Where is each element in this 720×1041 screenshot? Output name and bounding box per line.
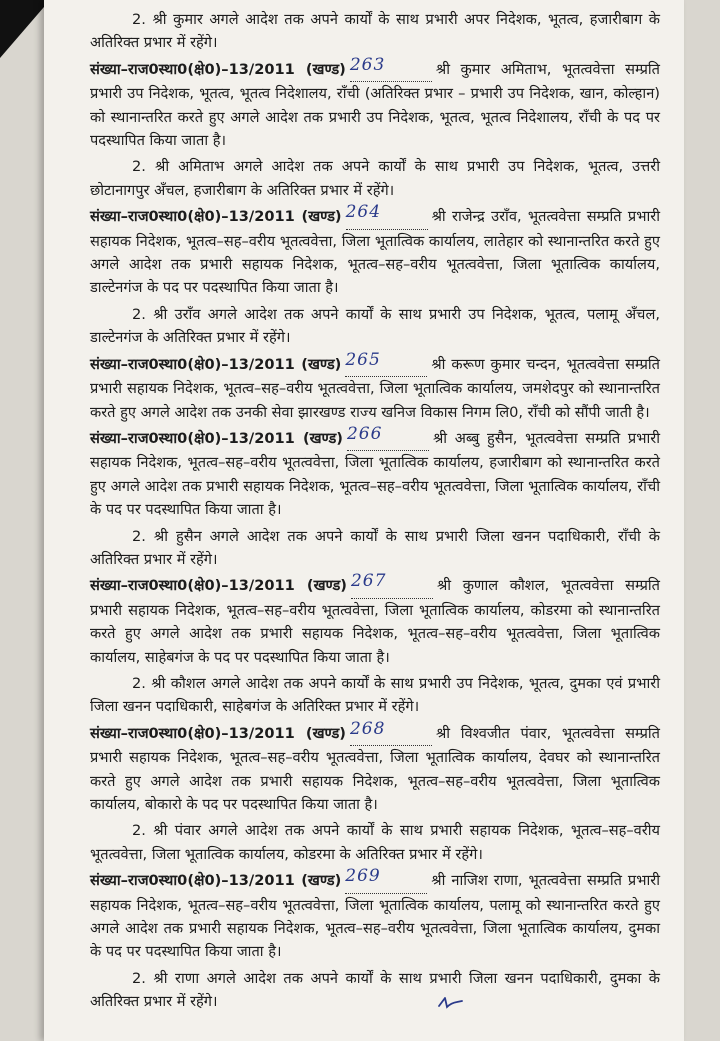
sub-paragraph: 2. श्री हुसैन अगले आदेश तक अपने कार्यों के साथ प्रभारी जिला खनन पदाधिकारी, राँची के अतिरिक्त प्रभार में रहेंगे।	[90, 527, 660, 568]
order-paragraph	[90, 866, 660, 964]
handwritten-order-number: 263	[349, 54, 386, 75]
sub-paragraph: 2. श्री कुमार अगले आदेश तक अपने कार्यों के साथ प्रभारी अपर निदेशक, भूतत्व, हजारीबाग के अतिरिक्त प्रभार में रहेंगे।	[90, 11, 660, 52]
order-text: श्री कुणाल कौशल, भूतत्ववेत्ता सम्प्रति प्रभारी सहायक निदेशक, भूतत्व–सह–वरीय भूतत्ववेत्ता, जिला भूतात्विक कार्यालय, कोडरमा को स्थानान्तरित करते हुए अगले आदेश तक प्रभारी सहायक निदेशक, भूतत्व–सह–वरीय भूतत्ववेत्ता, जिला भूतात्विक कार्यालय, साहेबगंज के पद पर पदस्थापित किया जाता है।	[90, 577, 660, 666]
document-body	[90, 8, 660, 1017]
order-text: श्री कुमार अमिताभ, भूतत्ववेत्ता सम्प्रति प्रभारी उप निदेशक, भूतत्व, भूतत्व निदेशालय, राँची (अतिरिक्त प्रभार – प्रभारी उप निदेशक, खान, कोल्हान) को स्थानान्तरित करते हुए अगले आदेश तक प्रभारी उप निदेशक, भूतत्व, भूतत्व निदेशालय, राँची के पद पर पदस्थापित किया जाता है।	[90, 60, 660, 150]
order-paragraph	[90, 202, 660, 300]
reference-number: संख्या–राज0स्था0(क्षे0)–13/2011 (खण्ड)	[90, 208, 342, 226]
document-page	[44, 0, 684, 1041]
order-number-blank	[346, 423, 429, 451]
order-text: श्री राजेन्द्र उराँव, भूतत्ववेत्ता सम्प्रति प्रभारी सहायक निदेशक, भूतत्व–सह–वरीय भूतत्ववेत्ता, जिला भूतात्विक कार्यालय, लातेहार को स्थानान्तरित करते हुए अगले आदेश तक प्रभारी सहायक निदेशक, भूतत्व–सह–वरीय भूतत्ववेत्ता, जिला भूतात्विक कार्यालय, डाल्टेनगंज के पद पर पदस्थापित किया जाता है।	[90, 208, 660, 297]
handwritten-order-number: 266	[346, 423, 383, 444]
handwritten-order-number: 267	[350, 571, 387, 592]
sub-paragraph: 2. श्री अमिताभ अगले आदेश तक अपने कार्यों के साथ प्रभारी उप निदेशक, भूतत्व, उत्तरी छोटानागपुर अँचल, हजारीबाग के अतिरिक्त प्रभार में रहेंगे।	[90, 158, 660, 199]
sub-paragraph: 2. श्री कौशल अगले आदेश तक अपने कार्यों के साथ प्रभारी उप निदेशक, भूतत्व, दुमका एवं प्रभारी जिला खनन पदाधिकारी, साहेबगंज के अतिरिक्त प्रभार में रहेंगे।	[90, 674, 660, 716]
order-number-blank	[350, 571, 433, 598]
order-text: श्री करूण कुमार चन्दन, भूतत्ववेत्ता सम्प्रति प्रभारी सहायक निदेशक, भूतत्व–सह–वरीय भूतत्ववेत्ता, जिला भूतात्विक कार्यालय, जमशेदपुर को स्थानान्तरित करते हुए अगले आदेश तक उनकी सेवा झारखण्ड राज्य खनिज विकास निगम लि0, राँची को सौंपी जाती है।	[90, 355, 660, 421]
handwritten-initial-mark	[436, 994, 464, 1010]
order-paragraph	[90, 423, 660, 522]
order-number-blank	[349, 54, 432, 82]
reference-number: संख्या–राज0स्था0(क्षे0)–13/2011 (खण्ड)	[90, 724, 346, 742]
reference-number: संख्या–राज0स्था0(क्षे0)–13/2011 (खण्ड)	[90, 429, 343, 447]
reference-number: संख्या–राज0स्था0(क्षे0)–13/2011 (खण्ड)	[90, 872, 342, 890]
order-text: श्री विश्वजीत पंवार, भूतत्ववेत्ता सम्प्रति प्रभारी सहायक निदेशक, भूतत्व–सह–वरीय भूतत्ववेत्ता, जिला भूतात्विक कार्यालय, देवघर को स्थानान्तरित करते हुए अगले आदेश तक प्रभारी सहायक निदेशक, भूतत्व–सह–वरीय भूतत्ववेत्ता, जिला भूतात्विक कार्यालय, बोकारो के पद पर पदस्थापित किया जाता है।	[90, 724, 660, 813]
order-paragraph	[90, 349, 660, 424]
scan-corner-shadow	[0, 0, 50, 58]
sub-paragraph: 2. श्री राणा अगले आदेश तक अपने कार्यों के साथ प्रभारी जिला खनन पदाधिकारी, दुमका के अतिरिक्त प्रभार में रहेंगे।	[90, 969, 660, 1011]
reference-number: संख्या–राज0स्था0(क्षे0)–13/2011 (खण्ड)	[90, 577, 347, 595]
sub-paragraph: 2. श्री उराँव अगले आदेश तक अपने कार्यों के साथ प्रभारी उप निदेशक, भूतत्व, पलामू अँचल, डाल्टेनगंज के अतिरिक्त प्रभार में रहेंगे।	[90, 305, 660, 347]
order-number-blank	[349, 718, 432, 746]
reference-number: संख्या–राज0स्था0(क्षे0)–13/2011 (खण्ड)	[90, 355, 342, 373]
order-number-blank	[345, 202, 428, 229]
handwritten-order-number: 269	[345, 866, 381, 887]
order-paragraph	[90, 571, 660, 669]
order-paragraph	[90, 718, 660, 817]
order-paragraph	[90, 54, 660, 153]
handwritten-order-number: 265	[345, 349, 381, 370]
reference-number: संख्या–राज0स्था0(क्षे0)–13/2011 (खण्ड)	[90, 60, 346, 78]
order-number-blank	[345, 866, 427, 893]
sub-paragraph: 2. श्री पंवार अगले आदेश तक अपने कार्यों के साथ प्रभारी सहायक निदेशक, भूतत्व–सह–वरीय भूतत्ववेत्ता, जिला भूतात्विक कार्यालय, कोडरमा के अतिरिक्त प्रभार में रहेंगे।	[90, 822, 660, 863]
order-number-blank	[345, 349, 427, 377]
order-text: श्री अब्बु हुसैन, भूतत्ववेत्ता सम्प्रति प्रभारी सहायक निदेशक, भूतत्व–सह–वरीय भूतत्ववेत्ता, जिला भूतात्विक कार्यालय, हजारीबाग को स्थानान्तरित करते हुए अगले आदेश तक प्रभारी सहायक निदेशक, भूतत्व–सह–वरीय भूतत्ववेत्ता, जिला भूतात्विक कार्यालय, राँची के पद पर पदस्थापित किया जाता है।	[90, 429, 660, 519]
handwritten-order-number: 268	[349, 718, 386, 739]
handwritten-order-number: 264	[345, 202, 382, 223]
order-text: श्री नाजिश राणा, भूतत्ववेत्ता सम्प्रति प्रभारी सहायक निदेशक, भूतत्व–सह–वरीय भूतत्ववेत्ता, जिला भूतात्विक कार्यालय, पलामू को स्थानान्तरित करते हुए अगले आदेश तक प्रभारी सहायक निदेशक, भूतत्व–सह–वरीय भूतत्ववेत्ता, जिला भूतात्विक कार्यालय, दुमका के पद पर पदस्थापित किया जाता है।	[90, 872, 660, 961]
